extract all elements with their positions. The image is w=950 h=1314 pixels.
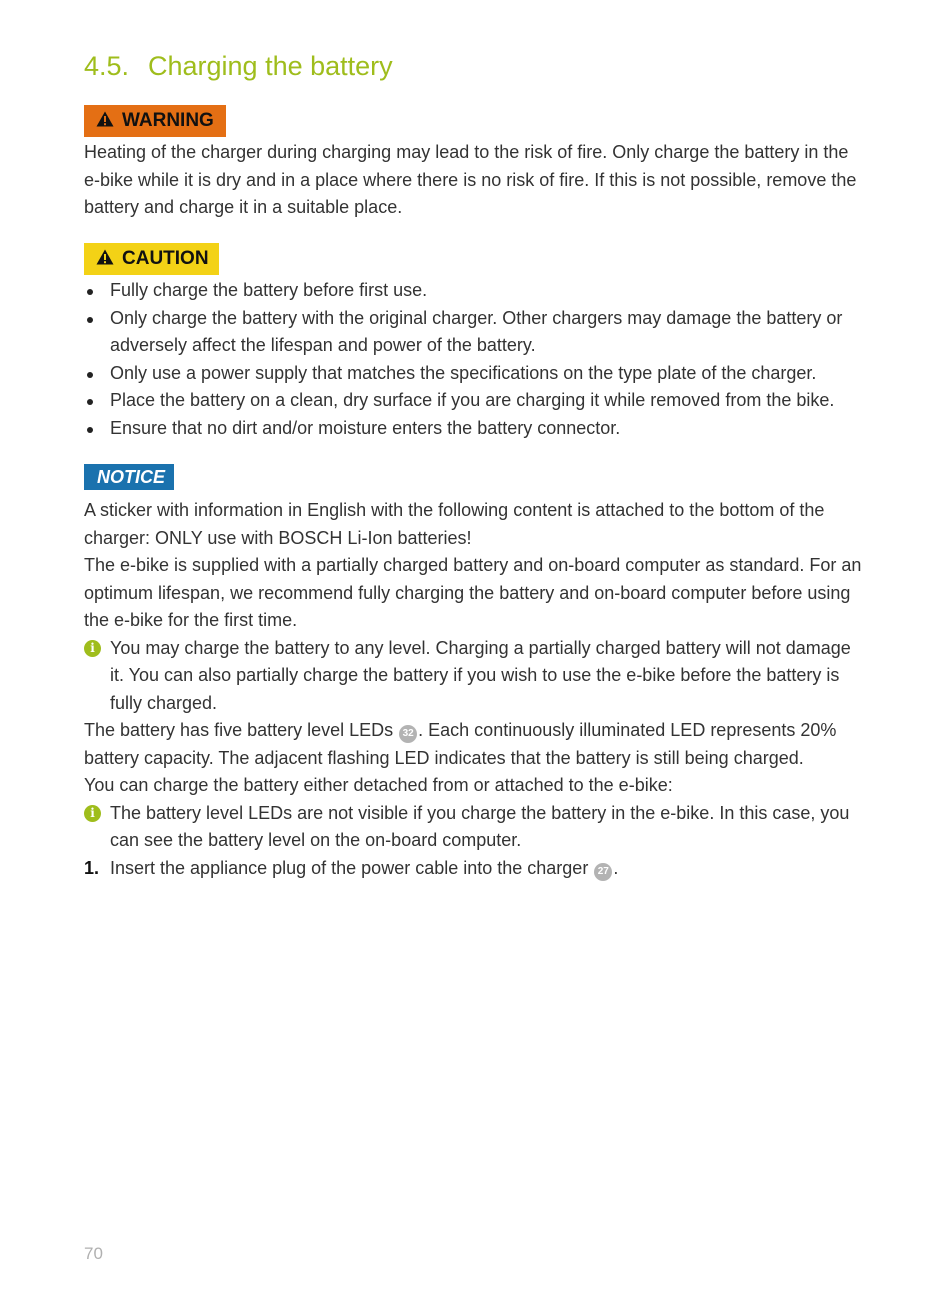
reference-number: 32 xyxy=(399,725,417,743)
caution-badge xyxy=(84,243,219,275)
caution-label: CAUTION xyxy=(122,248,209,269)
list-item: Only charge the battery with the original charger. Other chargers may damage the battery or adversely affect the lifespan and power of the battery. xyxy=(84,305,864,360)
section-heading xyxy=(84,48,393,84)
list-item: Place the battery on a clean, dry surface if you are charging it while removed from the bike. xyxy=(84,387,864,415)
info-icon: i xyxy=(84,805,101,822)
info-note xyxy=(84,800,864,855)
warning-triangle-icon xyxy=(96,111,114,127)
notice-label: NOTICE xyxy=(97,467,166,487)
notice-paragraph: The e-bike is supplied with a partially charged battery and on-board computer as standard. For an optimum lifespan, we recommend fully charging the battery and on-board computer before using the e-bike for the first time. xyxy=(84,555,862,630)
step-number: 1. xyxy=(84,857,100,878)
section-title: Charging the battery xyxy=(148,51,393,81)
page-number: 70 xyxy=(84,1244,103,1263)
notice-paragraph: A sticker with information in English with the following content is attached to the bottom of the charger: ONLY use with BOSCH Li-Ion batteries! xyxy=(84,500,825,548)
notice-content xyxy=(84,497,864,882)
step-item: 1. Insert the appliance plug of the power cable into the charger 27 . xyxy=(84,855,864,883)
caution-list xyxy=(84,277,864,442)
notice-paragraph: You can charge the battery either detached from or attached to the e-bike: xyxy=(84,775,673,795)
warning-text: Heating of the charger during charging may lead to the risk of fire. Only charge the battery in the e-bike while it is dry and in a place where there is no risk of fire. If this is not possible, remove the battery and charge it in a suitable place. xyxy=(84,142,857,217)
info-icon: i xyxy=(84,640,101,657)
list-item: Fully charge the battery before first use. xyxy=(84,277,864,305)
section-number: 4.5. xyxy=(84,51,130,81)
reference-number: 27 xyxy=(594,863,612,881)
list-item: Only use a power supply that matches the specifications on the type plate of the charger. xyxy=(84,360,864,388)
notice-badge xyxy=(84,464,174,490)
list-item: Ensure that no dirt and/or moisture enters the battery connector. xyxy=(84,415,864,443)
warning-label: WARNING xyxy=(122,110,214,131)
warning-triangle-icon xyxy=(96,249,114,265)
info-note-text: You may charge the battery to any level. Charging a partially charged battery will not damage it. You can also partially charge the battery if you wish to use the e-bike before the battery is fully charged. xyxy=(110,637,851,713)
info-note-text: The battery level LEDs are not visible if you charge the battery in the e-bike. In this case, you can see the battery level on the on-board computer. xyxy=(110,802,850,850)
warning-badge xyxy=(84,105,226,137)
info-note xyxy=(84,635,864,718)
notice-paragraph: The battery has five battery level LEDs 32 . Each continuously illuminated LED represents 20% battery capacity. The adjacent flashing LED indicates that the battery is still being charged. xyxy=(84,720,837,768)
